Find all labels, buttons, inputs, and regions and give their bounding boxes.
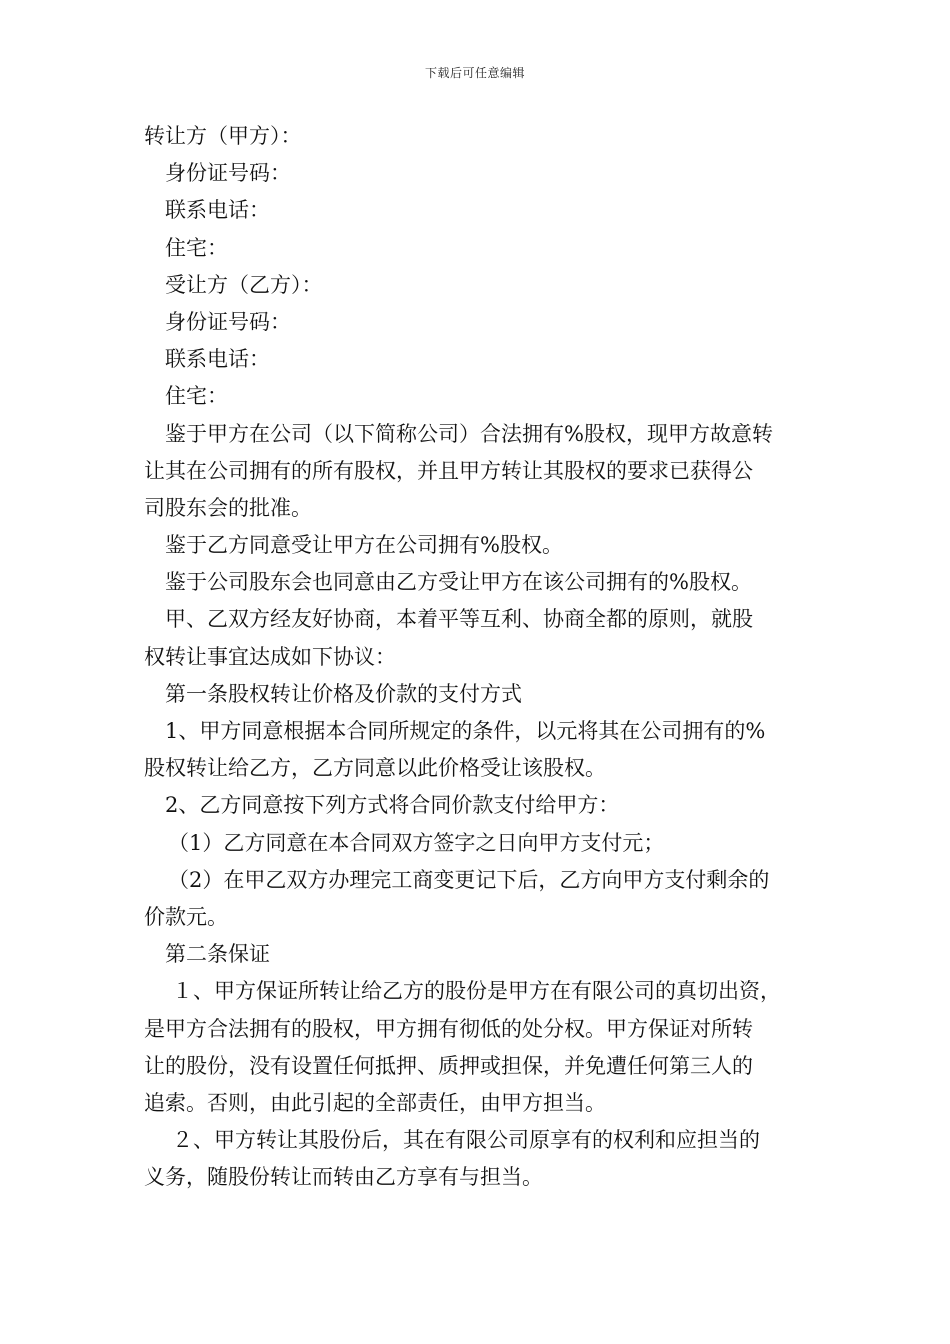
paragraph-line: （1）乙方同意在本合同双方签字之日向甲方支付元； bbox=[168, 830, 665, 855]
paragraph-line: 鉴于公司股东会也同意由乙方受让甲方在该公司拥有的%股权。 bbox=[165, 570, 752, 595]
paragraph-line: 鉴于甲方在公司（以下简称公司）合法拥有%股权，现甲方故意转 bbox=[165, 421, 773, 446]
paragraph-line: 联系电话： bbox=[165, 347, 270, 372]
paragraph-line: 义务，随股份转让而转由乙方享有与担当。 bbox=[144, 1165, 543, 1190]
paragraph-line: 权转让事宜达成如下协议： bbox=[144, 644, 396, 669]
page-header: 下载后可任意编辑 bbox=[424, 66, 525, 80]
paragraph-line: ２、甲方转让其股份后，其在有限公司原享有的权利和应担当的 bbox=[172, 1128, 760, 1153]
paragraph-line: 住宅： bbox=[165, 384, 228, 409]
paragraph-line: （2）在甲乙双方办理完工商变更记下后，乙方向甲方支付剩余的 bbox=[168, 867, 770, 892]
paragraph-line: 身份证号码： bbox=[165, 161, 291, 186]
paragraph-line: 转让方（甲方）： bbox=[144, 124, 302, 148]
paragraph-line: 身份证号码： bbox=[165, 309, 291, 334]
paragraph-line: 住宅： bbox=[165, 235, 228, 260]
paragraph-line: 受让方（乙方）： bbox=[165, 272, 323, 297]
paragraph-line: 第一条股权转让价格及价款的支付方式 bbox=[165, 681, 522, 706]
paragraph-line: 鉴于乙方同意受让甲方在公司拥有%股权。 bbox=[165, 533, 563, 558]
paragraph-line: 让的股份，没有设置任何抵押、质押或担保，并免遭任何第三人的 bbox=[144, 1053, 753, 1078]
paragraph-line: 追索。否则，由此引起的全部责任，由甲方担当。 bbox=[144, 1090, 606, 1115]
document-body bbox=[144, 118, 814, 1196]
paragraph-line: 价款元。 bbox=[144, 904, 228, 929]
paragraph-line: 2、乙方同意按下列方式将合同价款支付给甲方： bbox=[165, 793, 620, 818]
paragraph-line: 第二条保证 bbox=[165, 942, 270, 967]
paragraph-line: 让其在公司拥有的所有股权，并且甲方转让其股权的要求已获得公 bbox=[144, 458, 753, 483]
paragraph-line: 是甲方合法拥有的股权，甲方拥有彻低的处分权。甲方保证对所转 bbox=[144, 1016, 753, 1041]
paragraph-line: 联系电话： bbox=[165, 198, 270, 223]
paragraph-line: 甲、乙双方经友好协商，本着平等互利、协商全都的原则，就股 bbox=[165, 607, 753, 632]
paragraph-line: 1、甲方同意根据本合同所规定的条件，以元将其在公司拥有的% bbox=[165, 719, 766, 743]
paragraph-line: 司股东会的批准。 bbox=[144, 495, 312, 520]
paragraph-line: １、甲方保证所转让给乙方的股份是甲方在有限公司的真切出资， bbox=[172, 979, 781, 1004]
paragraph-line: 股权转让给乙方，乙方同意以此价格受让该股权。 bbox=[144, 756, 606, 781]
